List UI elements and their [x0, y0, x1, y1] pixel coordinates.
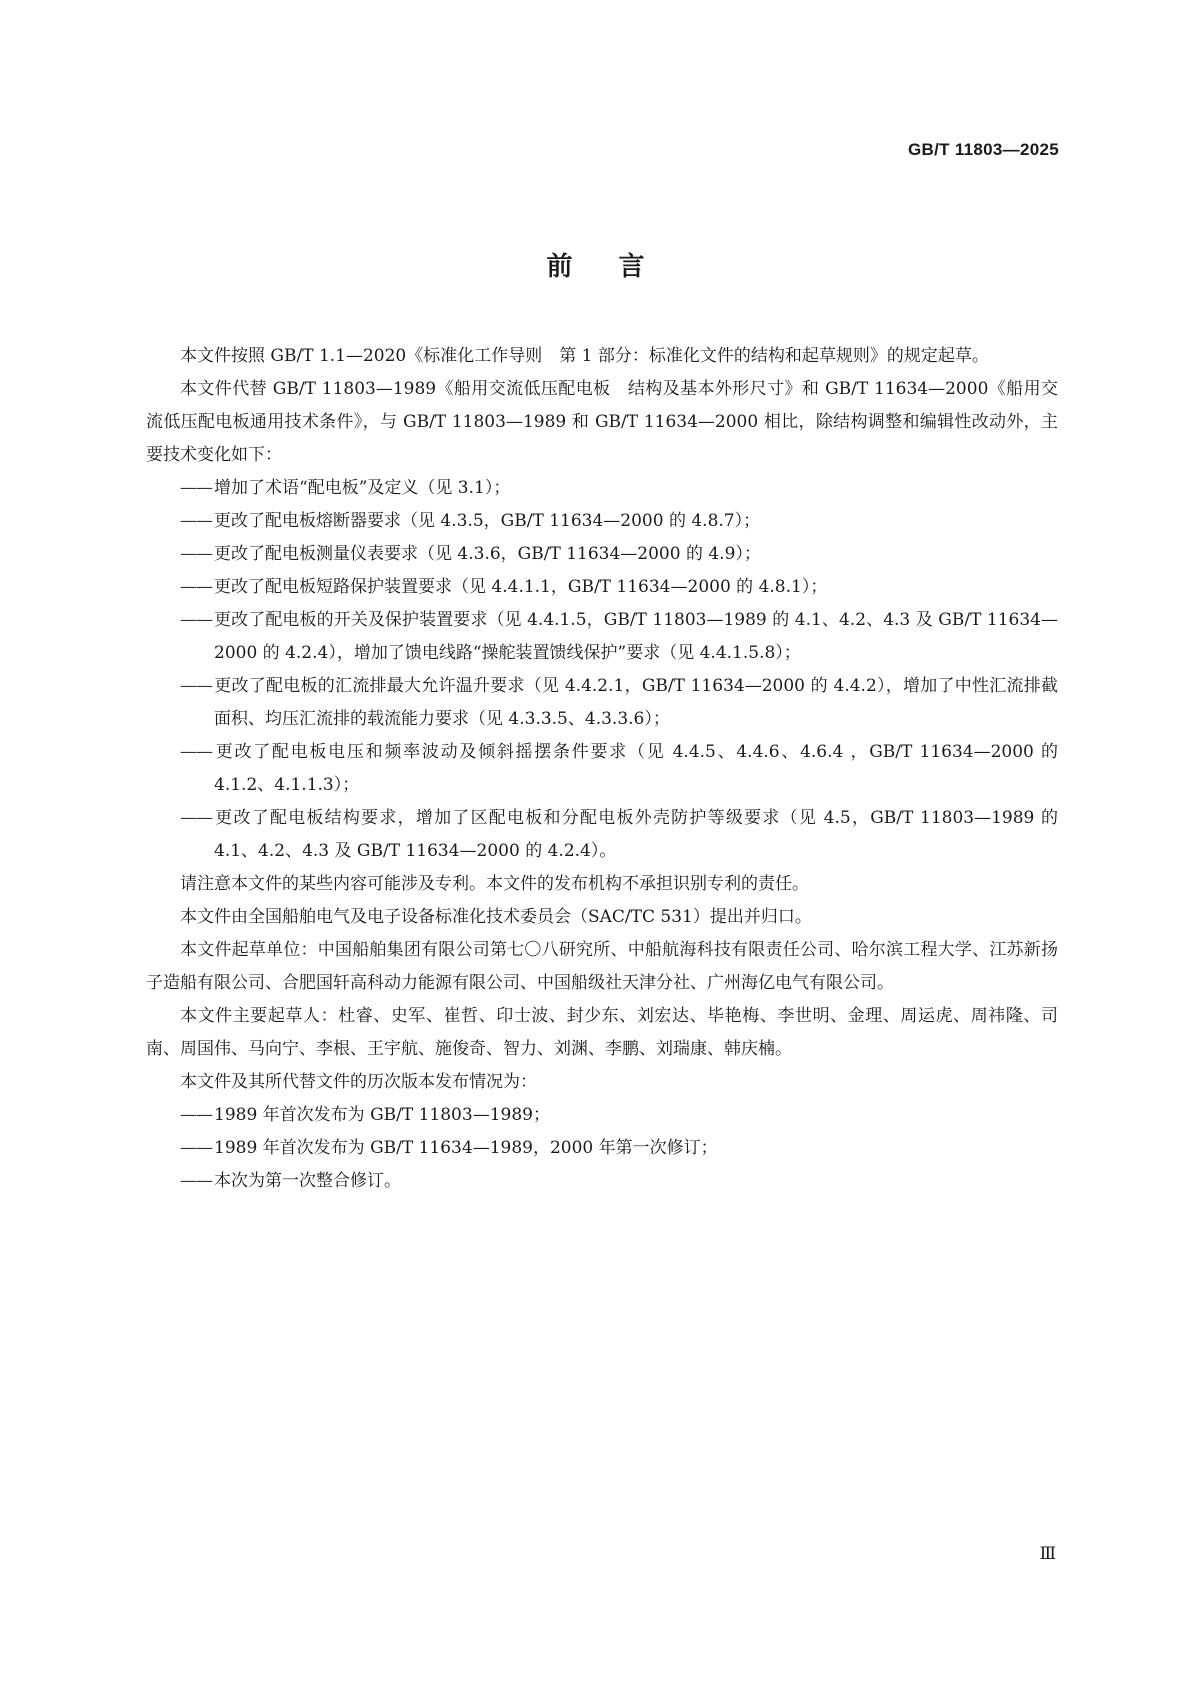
standard-code: GB/T 11803—2025	[908, 140, 1059, 159]
paragraph-drafting-rules: 本文件按照 GB/T 1.1—2020《标准化工作导则 第 1 部分：标准化文件的结构和起草规则》的规定起草。	[180, 346, 989, 366]
history-item: —— 1989 年首次发布为 GB/T 11634—1989，2000 年第一次修订；	[146, 1132, 1058, 1165]
paragraph-drafting-units: 本文件起草单位：中国船舶集团有限公司第七〇八研究所、中船航海科技有限责任公司、哈尔滨工程大学、江苏新扬子造船有限公司、合肥国轩高科动力能源有限公司、中国船级社天津分社、广州海亿电气有限公司。	[146, 940, 1058, 993]
page-title: 前言	[546, 252, 691, 282]
dash-marker: ——	[180, 478, 212, 498]
paragraph-drafters: 本文件主要起草人：杜睿、史军、崔哲、印士波、封少东、刘宏达、毕艳梅、李世明、金理、周运虎、周祎隆、司南、周国伟、马向宁、李根、王宇航、施俊奇、智力、刘渊、李鹏、刘瑞康、韩庆楠。	[146, 1006, 1058, 1059]
document-body	[146, 340, 1058, 1198]
list-item: —— 更改了配电板短路保护装置要求（见 4.4.1.1，GB/T 11634—2000 的 4.8.1）；	[146, 571, 1058, 604]
history-item: —— 本次为第一次整合修订。	[146, 1165, 1058, 1198]
dash-marker: ——	[180, 610, 212, 630]
list-item: —— 更改了配电板熔断器要求（见 4.3.5，GB/T 11634—2000 的 4.8.7）；	[146, 505, 1058, 538]
paragraph-history-intro: 本文件及其所代替文件的历次版本发布情况为：	[180, 1072, 537, 1092]
paragraph-committee: 本文件由全国船舶电气及电子设备标准化技术委员会（SAC/TC 531）提出并归口。	[180, 907, 812, 927]
dash-marker: ——	[180, 544, 212, 564]
list-item: —— 增加了术语“配电板”及定义（见 3.1）；	[146, 472, 1058, 505]
dash-marker: ——	[180, 1138, 212, 1158]
dash-marker: ——	[180, 577, 212, 597]
paragraph-patent-notice: 请注意本文件的某些内容可能涉及专利。本文件的发布机构不承担识别专利的责任。	[180, 874, 809, 894]
page-number: Ⅲ	[1039, 1544, 1056, 1564]
dash-marker: ——	[180, 742, 212, 762]
dash-marker: ——	[180, 1171, 212, 1191]
list-item: —— 更改了配电板测量仪表要求（见 4.3.6，GB/T 11634—2000 的 4.9）；	[146, 538, 1058, 571]
dash-marker: ——	[180, 1105, 212, 1125]
list-item: —— 更改了配电板电压和频率波动及倾斜摇摆条件要求（见 4.4.5、4.4.6、4.6.4 ，GB/T 11634—2000 的 4.1.2、4.1.1.3）；	[146, 736, 1058, 802]
list-item: —— 更改了配电板的汇流排最大允许温升要求（见 4.4.2.1，GB/T 11634—2000 的 4.4.2），增加了中性汇流排截面积、均压汇流排的载流能力要求（见 4.3.3.5、4.3.3.6）；	[146, 670, 1058, 736]
dash-marker: ——	[180, 676, 212, 696]
dash-marker: ——	[180, 511, 212, 531]
dash-marker: ——	[180, 808, 212, 828]
list-item: —— 更改了配电板的开关及保护装置要求（见 4.4.1.5，GB/T 11803—1989 的 4.1、4.2、4.3 及 GB/T 11634—2000 的 4.2.4），增加了馈电线路“操舵装置馈线保护”要求（见 4.4.1.5.8）；	[146, 604, 1058, 670]
history-item: —— 1989 年首次发布为 GB/T 11803—1989；	[146, 1099, 1058, 1132]
list-item: —— 更改了配电板结构要求，增加了区配电板和分配电板外壳防护等级要求（见 4.5，GB/T 11803—1989 的 4.1、4.2、4.3 及 GB/T 11634—2000 的 4.2.4）。	[146, 802, 1058, 868]
paragraph-replacement: 本文件代替 GB/T 11803—1989《船用交流低压配电板 结构及基本外形尺寸》和 GB/T 11634—2000《船用交流低压配电板通用技术条件》，与 GB/T 11803—1989 和 GB/T 11634—2000 相比，除结构调整和编辑性改动外，主要技术变化如下：	[146, 379, 1058, 465]
